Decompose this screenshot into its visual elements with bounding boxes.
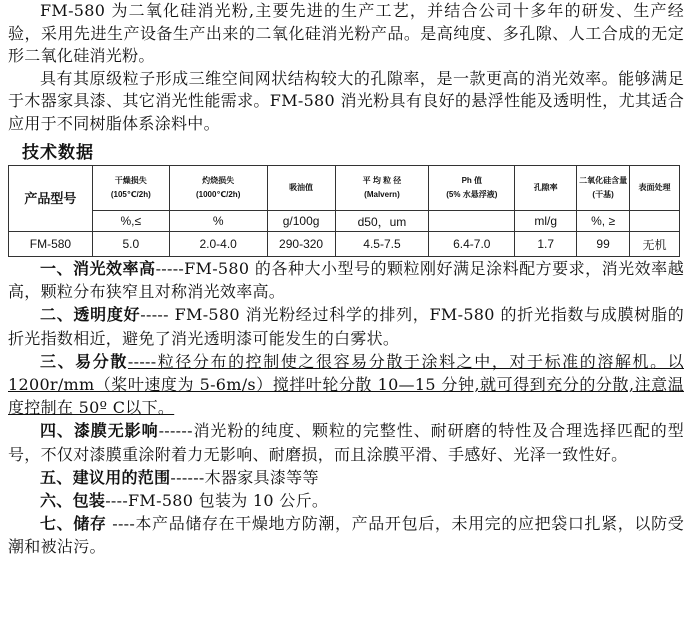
tech-data-title: 技术数据: [22, 143, 94, 163]
cell-porosity: 1.7: [515, 232, 577, 257]
section-efficiency: 一、消光效率高-----FM-580 的各种大小型号的颗粒刚好满足涂料配方要求，消光效率越高，颗粒分布狭窄且对称消光效率高。: [8, 259, 684, 302]
cell-surface: 无机: [630, 232, 680, 257]
cell-oil-absorption: 290-320: [267, 232, 335, 257]
unit-particle-size: d50，um: [335, 211, 429, 232]
cell-particle-size: 4.5-7.5: [335, 232, 429, 257]
table-unit-row: [9, 211, 680, 232]
cell-ignition-loss: 2.0-4.0: [169, 232, 267, 257]
header-silica-content: 二氧化硅含量 (干基): [577, 166, 630, 211]
cell-silica-content: 99: [577, 232, 630, 257]
section-film: 四、漆膜无影响------消光粉的纯度、颗粒的完整性、耐研磨的特性及合理选择匹配的型号，不仅对漆膜重涂附着力无影响、耐磨损，而且涂膜平滑、手感好、光泽一致性好。: [8, 421, 684, 464]
table-header-row: [9, 166, 680, 211]
cell-ph: 6.4-7.0: [429, 232, 515, 257]
section-title: 二、透明度好: [40, 305, 141, 325]
spec-table: [8, 165, 680, 257]
section-storage: 七、储存 ----本产品储存在干燥地方防潮，产品开包后，未用完的应把袋口扎紧，以防受潮和被沾污。: [8, 514, 684, 557]
header-ph: Ph 值 (5% 水悬浮液): [429, 166, 515, 211]
section-title: 三、易分散: [40, 351, 128, 371]
section-title: 七、储存: [40, 514, 107, 534]
section-application: 五、建议用的范围------木器家具漆等等: [40, 467, 319, 487]
section-packaging: 六、包装----FM-580 包装为 10 公斤。: [40, 491, 329, 511]
section-title: 四、漆膜无影响: [40, 421, 159, 441]
header-ignition-loss: 灼烧损失 (1000℃/2h): [169, 166, 267, 211]
header-particle-size: 平 均 粒 径 (Malvern): [335, 166, 429, 211]
section-title: 一、消光效率高: [40, 259, 156, 278]
cell-dry-loss: 5.0: [92, 232, 169, 257]
intro-paragraph-1: FM-580 为二氧化硅消光粉,主要先进的生产工艺，并结合公司十多年的研发、生产经验，采用先进生产设备生产出来的二氧化硅消光粉产品。是高纯度、多孔隙、人工合成的无定形二氧化硅消光粉。: [8, 1, 684, 65]
intro-paragraph-2: 具有其原级粒子形成三维空间网状结构较大的孔隙率，是一款更高的消光效率。能够满足于木器家具漆、其它消光性能需求。FM-580 消光粉具有良好的悬浮性能及透明性，尤其适合应用于不同树脂体系涂料中。: [8, 68, 684, 133]
unit-surface: [630, 211, 680, 232]
header-porosity: 孔隙率: [515, 166, 577, 211]
unit-ignition-loss: %: [169, 211, 267, 232]
feature-list: [8, 257, 684, 559]
unit-silica-content: %, ≥: [577, 211, 630, 232]
section-title: 五、建议用的范围: [40, 467, 171, 487]
unit-porosity: ml/g: [515, 211, 577, 232]
section-title: 六、包装: [40, 491, 106, 511]
section-dispersion: 三、易分散-----粒径分布的控制使之很容易分散于涂料之中，对于标准的溶解机。以 1200r/mm（桨叶速度为 5-6m/s）搅拌叶轮分散 10—15 分钟,就可得到充分的分散,注意温度控制在 50º C以下。: [8, 351, 684, 418]
table-row: [9, 232, 680, 257]
section-transparency: 二、透明度好----- FM-580 消光粉经过科学的排列，FM-580 的折光指数与成膜树脂的折光指数相近，避免了消光透明漆可能发生的白雾状。: [8, 305, 684, 348]
header-dry-loss: 干燥损失 (105℃/2h): [92, 166, 169, 211]
unit-dry-loss: %,≤: [92, 211, 169, 232]
header-model: 产品型号: [9, 166, 93, 232]
unit-ph: [429, 211, 515, 232]
header-surface: 表面处理: [630, 166, 680, 211]
cell-model: FM-580: [9, 232, 93, 257]
unit-oil-absorption: g/100g: [267, 211, 335, 232]
header-oil-absorption: 吸油值: [267, 166, 335, 211]
